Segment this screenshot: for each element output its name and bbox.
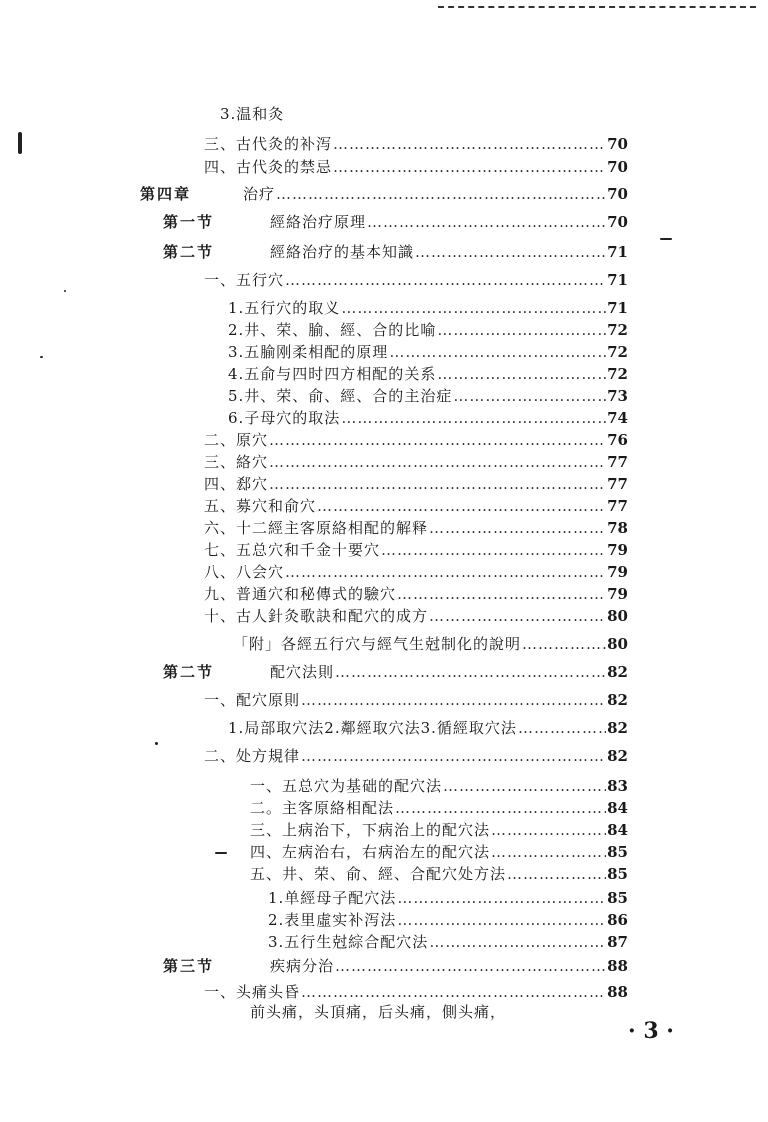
toc-entry (250, 774, 628, 798)
section-label: 第三节 (163, 957, 215, 975)
toc-entry-title: 八、八会穴 (204, 563, 285, 581)
dot-leader (389, 340, 606, 364)
toc-entry-title: 四、郄穴 (204, 475, 269, 493)
toc-entry-page: 71 (607, 299, 628, 317)
toc-entry-page: 77 (607, 453, 628, 471)
dot-leader (333, 132, 606, 156)
toc-entry-title: 三、絡穴 (204, 453, 269, 471)
toc-entry-title: 四、古代灸的禁忌 (204, 158, 333, 176)
toc-entry-page: 79 (607, 585, 628, 603)
scan-speck (215, 852, 227, 854)
toc-entry-page: 70 (607, 135, 628, 153)
toc-entry (228, 362, 628, 386)
toc-entry-page: 77 (607, 497, 628, 515)
toc-entry-title: 1.局部取穴法2.鄰經取穴法3.循經取穴法 (228, 719, 517, 737)
toc-entry-page: 72 (607, 365, 628, 383)
toc-entry-title: 二、处方規律 (204, 747, 301, 765)
top-dashed-rule (438, 6, 756, 8)
toc-entry-title: 七、五总穴和千金十要穴 (204, 541, 381, 559)
toc-entry-title: 三、古代灸的补泻 (204, 135, 333, 153)
toc-entry-page: 80 (607, 607, 628, 625)
toc-entry-page: 78 (607, 519, 628, 537)
toc-entry-page: 84 (607, 821, 628, 839)
scan-speck (155, 742, 158, 745)
dot-leader (491, 840, 606, 864)
toc-entry-page: 85 (607, 865, 628, 883)
dot-leader (507, 862, 606, 886)
toc-entry-page: 85 (607, 889, 628, 907)
toc-entry-page: 84 (607, 799, 628, 817)
scan-speck (40, 356, 43, 358)
toc-entry (228, 384, 628, 408)
toc-entry-title: 「附」各經五行穴与經气生尅制化的說明 (233, 635, 522, 653)
toc-entry-page: 71 (607, 271, 628, 289)
toc-entry-page: 85 (607, 843, 628, 861)
toc-entry (268, 908, 628, 932)
toc-entry-title: 一、头痛头昏 (204, 983, 301, 1001)
toc-entry-title: 2.表里虛实补泻法 (268, 911, 397, 929)
toc-entry (204, 428, 628, 452)
toc-entry (268, 930, 628, 954)
toc-entry-page: 82 (607, 747, 628, 765)
toc-entry-page: 72 (607, 343, 628, 361)
toc-entry (228, 296, 628, 320)
toc-entry (250, 862, 628, 886)
toc-entry-title: 六、十二經主客原絡相配的解释 (204, 519, 429, 537)
dot-leader (285, 560, 606, 584)
toc-entry-page: 88 (607, 957, 628, 975)
dot-leader (397, 582, 606, 606)
toc-entry-title: 一、五行穴 (204, 271, 285, 289)
scan-mark (18, 132, 22, 154)
toc-entry (228, 318, 628, 342)
toc-entry (204, 494, 628, 518)
toc-entry-page: 87 (607, 933, 628, 951)
toc-entry-page: 82 (607, 719, 628, 737)
toc-entry-page: 79 (607, 563, 628, 581)
chapter-label: 第四章 (140, 185, 192, 203)
toc-entry-title: 九、普通穴和秘傳式的驗穴 (204, 585, 397, 603)
toc-entry-page: 70 (607, 213, 628, 231)
dot-leader (397, 886, 606, 910)
toc-entry-title: 二、原穴 (204, 431, 269, 449)
dot-leader (381, 538, 606, 562)
toc-entry (243, 182, 628, 206)
toc-entry (204, 268, 628, 292)
toc-entry (270, 240, 628, 264)
toc-entry-title: 經絡治疗原理 (270, 213, 367, 231)
dot-leader (341, 406, 606, 430)
scan-speck (64, 290, 66, 292)
toc-entry (268, 886, 628, 910)
toc-entry-title: 十、古人針灸歌訣和配穴的成方 (204, 607, 429, 625)
dot-leader (522, 632, 606, 656)
section-label: 第一节 (163, 213, 215, 231)
dot-leader (276, 182, 606, 206)
toc-entry (270, 660, 628, 684)
dot-leader (415, 240, 606, 264)
dot-leader (269, 450, 606, 474)
toc-entry (204, 582, 628, 606)
page-number: · 3 · (628, 1018, 674, 1044)
toc-entry-page: 70 (607, 158, 628, 176)
toc-entry-title: 一、配穴原則 (204, 691, 301, 709)
toc-entry-page: 86 (607, 911, 628, 929)
toc-entry (204, 472, 628, 496)
section-label: 第二节 (163, 243, 215, 261)
toc-entry-page: 73 (607, 387, 628, 405)
toc-entry (204, 516, 628, 540)
dot-leader (429, 516, 606, 540)
toc-entry (250, 796, 628, 820)
toc-entry (204, 450, 628, 474)
dot-leader (429, 604, 606, 628)
dot-leader (301, 744, 606, 768)
toc-entry (228, 716, 628, 740)
toc-entry-title: 四、左病治右，右病治左的配穴法 (250, 843, 491, 861)
toc-entry-title: 1.五行穴的取义 (228, 299, 341, 317)
dot-leader (518, 716, 606, 740)
toc-entry-appendix (233, 632, 628, 656)
toc-entry-page: 82 (607, 663, 628, 681)
toc-entry-page: 74 (607, 409, 628, 427)
toc-entry-title: 治疗 (243, 185, 276, 203)
dot-leader (491, 818, 606, 842)
toc-entry-title: 3.五腧刚柔相配的原理 (228, 343, 389, 361)
scan-speck (660, 238, 672, 240)
toc-entry-title: 一、五总穴为基础的配穴法 (250, 777, 443, 795)
toc-entry (204, 604, 628, 628)
toc-entry-title: 3.五行生尅綜合配穴法 (268, 933, 429, 951)
dot-leader (335, 954, 606, 978)
toc-entry-title: 2.井、荣、腧、經、合的比喻 (228, 321, 437, 339)
section-label: 第二节 (163, 663, 215, 681)
toc-entry-title: 4.五俞与四时四方相配的关系 (228, 365, 437, 383)
toc-entry-title: 5.井、荣、俞、經、合的主治症 (228, 387, 453, 405)
dot-leader (437, 318, 606, 342)
dot-leader (317, 494, 606, 518)
toc-entry (250, 818, 628, 842)
dot-leader (285, 268, 606, 292)
toc-entry-title: 五、募穴和俞穴 (204, 497, 317, 515)
toc-entry (204, 155, 628, 179)
toc-entry-page: 76 (607, 431, 628, 449)
toc-entry (204, 132, 628, 156)
toc-entry-page: 83 (607, 777, 628, 795)
toc-entry-title: 二。主客原絡相配法 (250, 799, 395, 817)
dot-leader (269, 428, 606, 452)
toc-entry (250, 840, 628, 864)
dot-leader (301, 688, 606, 712)
toc-entry-title: 經絡治疗的基本知識 (270, 243, 415, 261)
toc-entry (228, 406, 628, 430)
toc-entry (204, 560, 628, 584)
toc-entry (270, 210, 628, 234)
toc-entry-title: 五、井、荣、俞、經、合配穴处方法 (250, 865, 507, 883)
toc-entry-page: 79 (607, 541, 628, 559)
dot-leader (429, 930, 606, 954)
dot-leader (397, 908, 606, 932)
toc-entry (204, 688, 628, 712)
dot-leader (333, 155, 606, 179)
toc-entry (228, 340, 628, 364)
toc-entry-title: 三、上病治下，下病治上的配穴法 (250, 821, 491, 839)
dot-leader (437, 362, 606, 386)
dot-leader (367, 210, 606, 234)
dot-leader (453, 384, 606, 408)
toc-entry-page: 82 (607, 691, 628, 709)
toc-entry-page: 72 (607, 321, 628, 339)
toc-entry-plain: 3.温和灸 (220, 105, 285, 123)
toc-entry-page: 71 (607, 243, 628, 261)
toc-entry-title: 配穴法則 (270, 663, 335, 681)
toc-entry (204, 744, 628, 768)
dot-leader (335, 660, 606, 684)
toc-entry-title: 疾病分治 (270, 957, 335, 975)
toc-entry-plain: 前头痛，头頂痛，后头痛，側头痛， (250, 1003, 507, 1021)
dot-leader (395, 796, 606, 820)
toc-entry (270, 954, 628, 978)
toc-entry-page: 70 (607, 185, 628, 203)
toc-entry-page: 80 (607, 635, 628, 653)
toc-entry-page: 88 (607, 983, 628, 1001)
toc-entry (204, 538, 628, 562)
dot-leader (341, 296, 606, 320)
toc-entry-page: 77 (607, 475, 628, 493)
toc-entry-title: 1.单經母子配穴法 (268, 889, 397, 907)
toc-entry-title: 6.子母穴的取法 (228, 409, 341, 427)
dot-leader (269, 472, 606, 496)
dot-leader (443, 774, 606, 798)
